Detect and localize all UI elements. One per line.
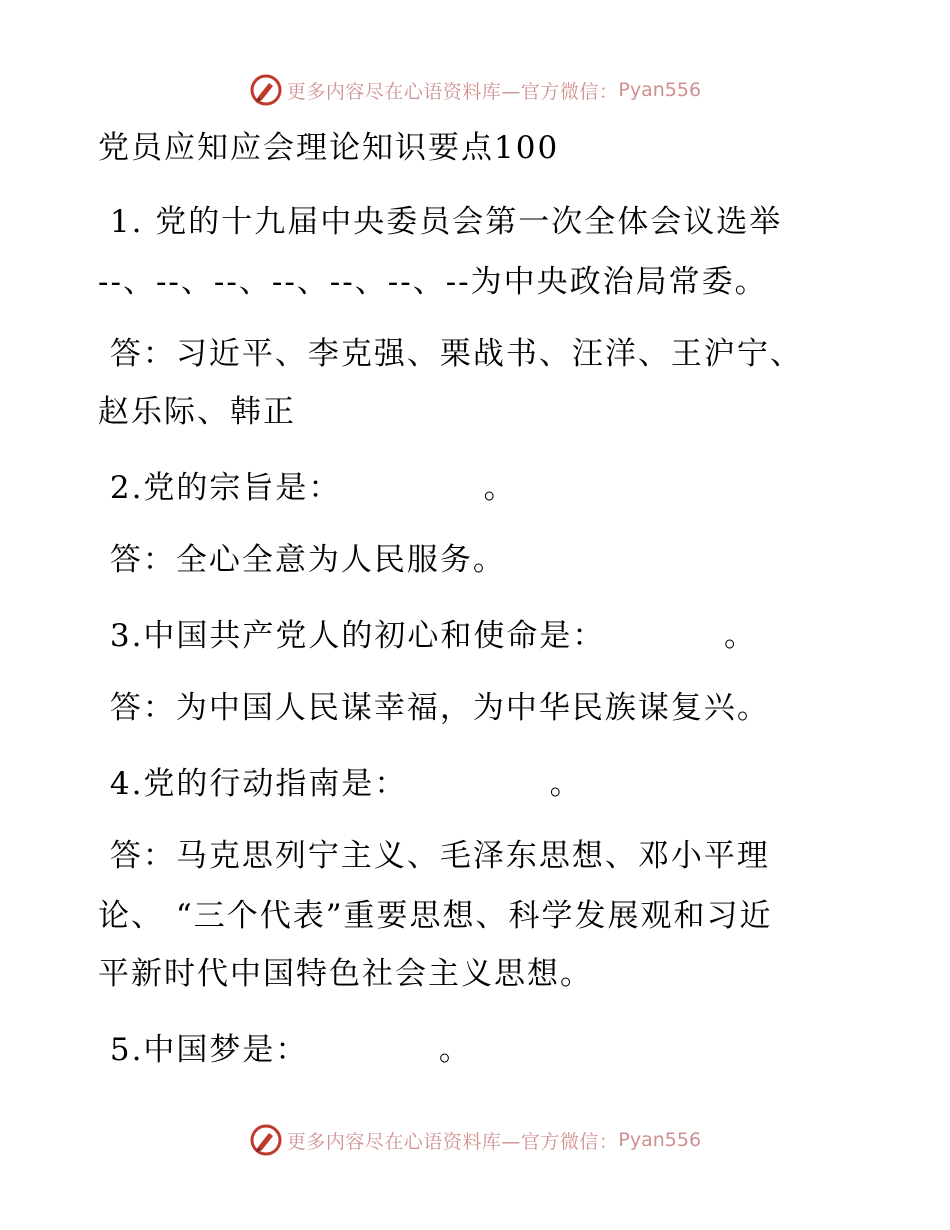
text-line: 3.中国共产党人的初心和使命是： 。 xyxy=(98,618,757,654)
text-line: 赵乐际、韩正 xyxy=(98,394,296,430)
text-line: 答：马克思列宁主义、毛泽东思想、邓小平理 xyxy=(98,838,770,874)
footer-banner xyxy=(0,1120,950,1160)
text-line: 答：习近平、李克强、栗战书、汪洋、王沪宁、 xyxy=(98,336,803,372)
text-line: 5.中国梦是： 。 xyxy=(98,1032,472,1068)
header-wechat-id: Pyan556 xyxy=(618,79,702,101)
text-line: 4.党的行动指南是： 。 xyxy=(98,766,583,802)
text-line: 答：全心全意为人民服务。 xyxy=(98,542,506,578)
text-line: 答：为中国人民谋幸福，为中华民族谋复兴。 xyxy=(98,690,770,726)
text-line: --、--、--、--、--、--、--为中央政治局常委。 xyxy=(98,264,768,300)
text-line: 平新时代中国特色社会主义思想。 xyxy=(98,956,593,992)
footer-banner-text: 更多内容尽在心语资料库—官方微信： xyxy=(286,1130,619,1153)
header-banner-text: 更多内容尽在心语资料库—官方微信： xyxy=(286,80,619,103)
text-line: 论、 “三个代表”重要思想、科学发展观和习近 xyxy=(98,898,773,934)
pen-logo-icon xyxy=(249,1123,283,1157)
footer-wechat-id: Pyan556 xyxy=(618,1129,702,1151)
header-banner xyxy=(0,70,950,110)
pen-logo-icon xyxy=(249,73,283,107)
document-title: 党员应知应会理论知识要点100 xyxy=(98,130,560,166)
text-line: 2.党的宗旨是： 。 xyxy=(98,470,517,506)
text-line: 1. 党的十九届中央委员会第一次全体会议选举 xyxy=(98,204,783,240)
